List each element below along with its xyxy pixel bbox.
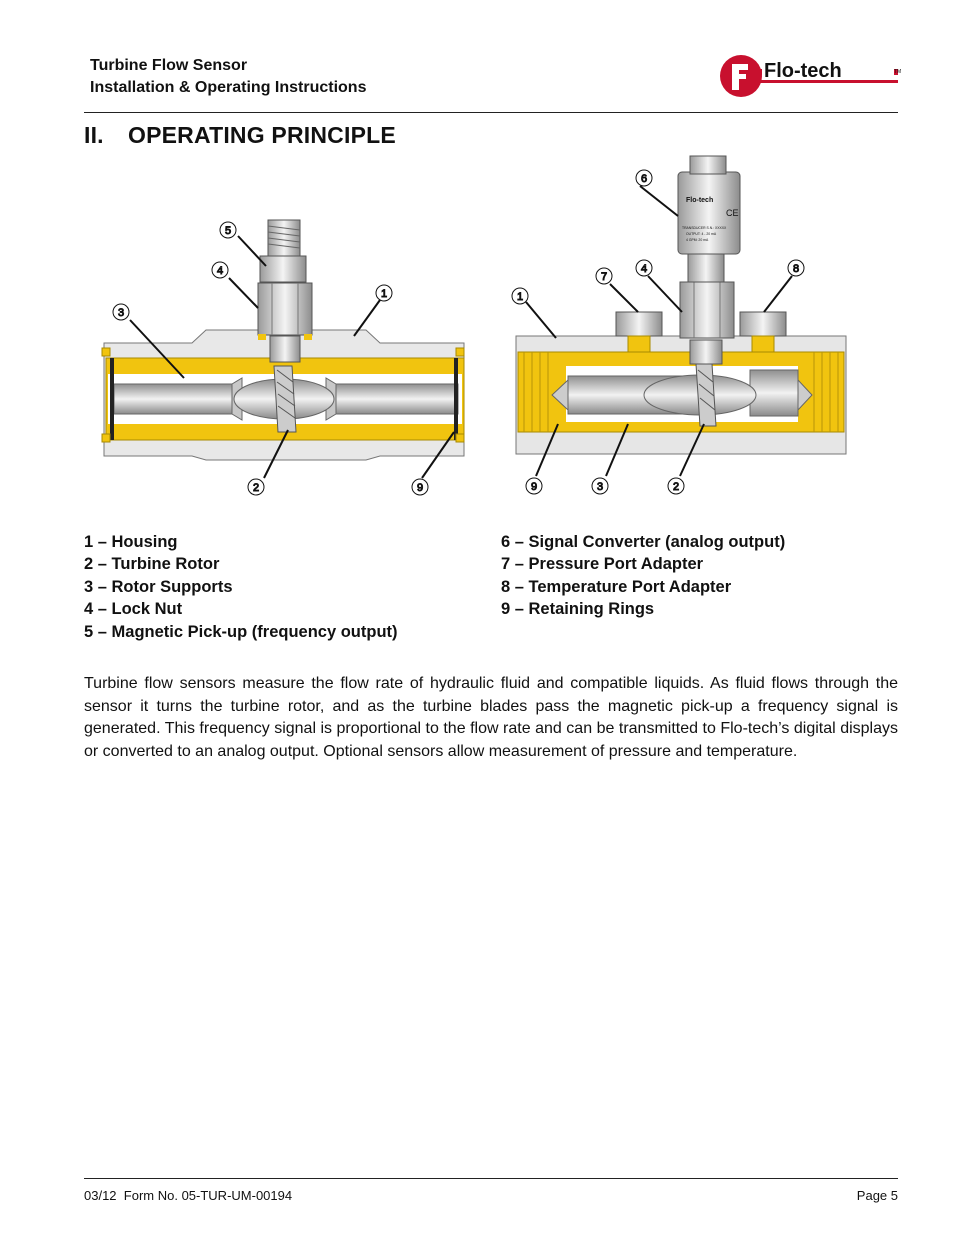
section-number: II. bbox=[84, 122, 104, 148]
callout-3: 3 bbox=[117, 307, 125, 319]
rotor-support-right bbox=[336, 384, 458, 414]
callout-6: 6 bbox=[640, 173, 648, 185]
header-line-2: Installation & Operating Instructions bbox=[90, 79, 367, 96]
footer-form-number: Form No. 05-TUR-UM-00194 bbox=[123, 1188, 293, 1203]
svg-text:TM: TM bbox=[894, 69, 902, 75]
magnetic-pickup-nut bbox=[260, 256, 306, 282]
legend-item: 2 – Turbine Rotor bbox=[84, 555, 220, 574]
legend-item: 4 – Lock Nut bbox=[84, 600, 183, 619]
legend-item: 9 – Retaining Rings bbox=[501, 600, 655, 619]
rotor-support-right bbox=[750, 370, 798, 416]
sensor-diagram-magnetic-pickup bbox=[96, 208, 476, 508]
legend-item: 1 – Housing bbox=[84, 533, 178, 551]
lock-nut bbox=[680, 282, 734, 338]
callout-5: 5 bbox=[224, 225, 232, 237]
footer-left bbox=[84, 1188, 292, 1203]
document-header bbox=[90, 55, 366, 99]
callout-9: 9 bbox=[416, 482, 424, 494]
callout-4: 4 bbox=[640, 263, 648, 275]
flo-tech-logo bbox=[718, 52, 902, 100]
legend-left bbox=[84, 531, 398, 643]
callout-9: 9 bbox=[530, 481, 538, 493]
section-title: OPERATING PRINCIPLE bbox=[128, 122, 396, 148]
footer-date: 03/12 bbox=[84, 1188, 117, 1203]
callout-2: 2 bbox=[672, 481, 680, 493]
callout-7: 7 bbox=[600, 271, 608, 283]
svg-text:OUTPUT: 4 - 20 mA: OUTPUT: 4 - 20 mA bbox=[686, 232, 717, 236]
rotor-support-left bbox=[114, 384, 232, 414]
svg-text:Flo-tech: Flo-tech bbox=[764, 60, 842, 82]
callout-1: 1 bbox=[516, 291, 524, 303]
turbine-rotor-blades bbox=[274, 366, 296, 432]
svg-text:Flo-tech: Flo-tech bbox=[686, 197, 714, 204]
legend-item: 8 – Temperature Port Adapter bbox=[501, 577, 732, 596]
footer-page-number: Page 5 bbox=[856, 1188, 898, 1203]
legend-item: 5 – Magnetic Pick-up (frequency output) bbox=[84, 622, 398, 641]
turbine-rotor-blades bbox=[696, 364, 716, 426]
pressure-port-adapter bbox=[616, 312, 662, 336]
callout-3: 3 bbox=[596, 481, 604, 493]
sensor-diagram-signal-converter bbox=[500, 150, 860, 506]
callout-8: 8 bbox=[792, 263, 800, 275]
body-paragraph: Turbine flow sensors measure the flow rate of hydraulic fluid and compatible liquids. As fluid flows through the sensor it turns the turbine rotor, and as the turbine blades pass the magnetic pick-up a frequency signal is generated. This frequency signal is proportional to the flow rate and can be transmitted to Flo-tech’s digital displays or converted to an analog output. Optional sensors allow measurement of pressure and temperature. bbox=[84, 675, 898, 760]
svg-text:4 GPM: 20 mA: 4 GPM: 20 mA bbox=[686, 238, 709, 242]
callout-4: 4 bbox=[216, 265, 224, 277]
temperature-port-adapter bbox=[740, 312, 786, 336]
header-rule bbox=[84, 112, 898, 113]
section-heading bbox=[84, 122, 396, 149]
legend-item: 3 – Rotor Supports bbox=[84, 577, 233, 596]
legend-item: 7 – Pressure Port Adapter bbox=[501, 555, 704, 574]
lock-nut bbox=[258, 283, 312, 335]
callout-1: 1 bbox=[380, 288, 388, 300]
callout-2: 2 bbox=[252, 482, 260, 494]
legend-item: 6 – Signal Converter (analog output) bbox=[501, 533, 786, 551]
header-line-1: Turbine Flow Sensor bbox=[90, 57, 248, 74]
magnetic-pickup-connector bbox=[268, 220, 300, 256]
legend-right bbox=[501, 531, 785, 621]
footer-rule bbox=[84, 1178, 898, 1179]
svg-text:TRANSDUCER S.N.: XXXXX: TRANSDUCER S.N.: XXXXX bbox=[682, 226, 727, 230]
svg-text:CE: CE bbox=[726, 208, 739, 218]
